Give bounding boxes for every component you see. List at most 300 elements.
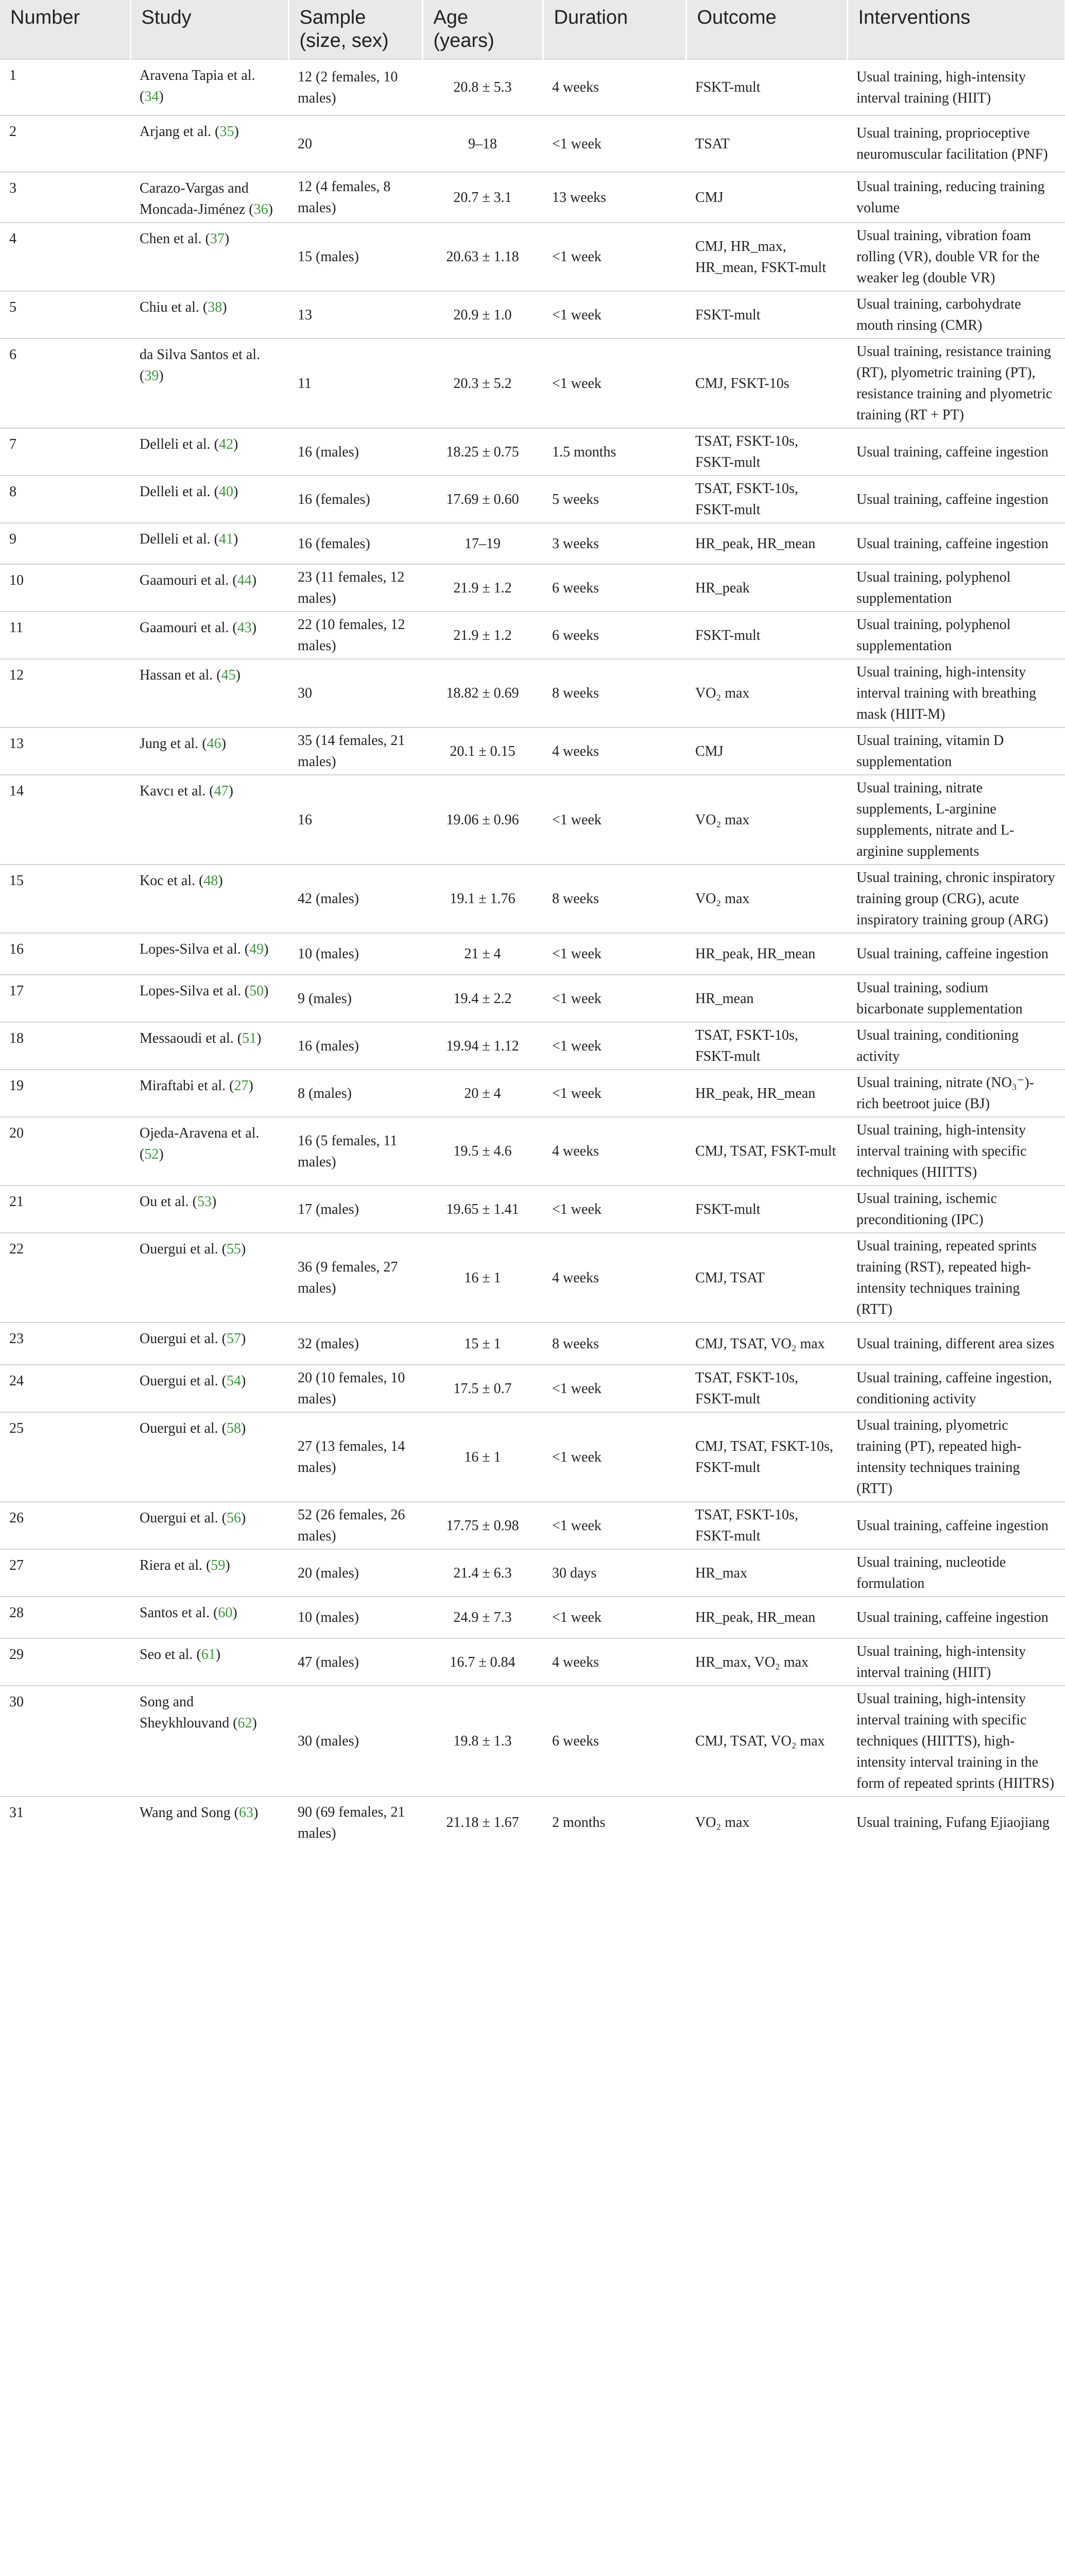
cell-duration: 6 weeks <box>543 1686 686 1797</box>
cell-sample: 20 (10 females, 10 males) <box>288 1365 422 1412</box>
cell-study: Ouergui et al. (58) <box>130 1412 288 1502</box>
reference-link[interactable]: 40 <box>218 484 233 500</box>
cell-duration: 8 weeks <box>543 865 686 933</box>
cell-sample: 90 (69 females, 21 males) <box>288 1797 422 1848</box>
cell-sample: 16 (females) <box>288 476 422 523</box>
study-name: Aravena Tapia et al. <box>140 67 255 83</box>
cell-outcome: VO₂ max <box>686 1797 847 1848</box>
cell-age: 15 ± 1 <box>422 1323 543 1365</box>
reference-link[interactable]: 53 <box>197 1194 212 1210</box>
cell-interventions: Usual training, repeated sprints training (RST), repeated high-intensity techniques training (RTT) <box>847 1233 1065 1323</box>
cell-outcome: FSKT-mult <box>686 59 847 115</box>
cell-number: 9 <box>0 523 130 564</box>
cell-interventions: Usual training, caffeine ingestion <box>847 933 1065 975</box>
cell-duration: 4 weeks <box>543 727 686 775</box>
cell-number: 5 <box>0 291 130 338</box>
cell-sample: 20 (males) <box>288 1549 422 1597</box>
cell-study: Chen et al. (37) <box>130 223 288 291</box>
cell-sample: 23 (11 females, 12 males) <box>288 564 422 612</box>
cell-number: 26 <box>0 1502 130 1549</box>
cell-number: 11 <box>0 612 130 659</box>
cell-duration: <1 week <box>543 933 686 975</box>
reference-link[interactable]: 46 <box>207 736 221 752</box>
header-row <box>0 0 1065 59</box>
cell-study: da Silva Santos et al. (39) <box>130 338 288 428</box>
cell-age: 21 ± 4 <box>422 933 543 975</box>
cell-number: 18 <box>0 1022 130 1070</box>
cell-study: Wang and Song (63) <box>130 1797 288 1848</box>
cell-outcome: HR_peak <box>686 564 847 612</box>
cell-outcome: TSAT <box>686 115 847 172</box>
table-row <box>0 1797 1065 1848</box>
cell-sample: 47 (males) <box>288 1638 422 1686</box>
cell-age: 16.7 ± 0.84 <box>422 1638 543 1686</box>
cell-number: 12 <box>0 659 130 727</box>
cell-study: Miraftabi et al. (27) <box>130 1070 288 1117</box>
reference-link[interactable]: 58 <box>227 1420 241 1436</box>
cell-duration: <1 week <box>543 1502 686 1549</box>
cell-number: 20 <box>0 1117 130 1185</box>
cell-interventions: Usual training, caffeine ingestion, conditioning activity <box>847 1365 1065 1412</box>
cell-age: 19.65 ± 1.41 <box>422 1185 543 1233</box>
cell-duration: <1 week <box>543 1597 686 1638</box>
cell-outcome: CMJ, TSAT, VO₂ max <box>686 1686 847 1797</box>
cell-sample: 12 (2 females, 10 males) <box>288 59 422 115</box>
cell-outcome: TSAT, FSKT-10s, FSKT-mult <box>686 1365 847 1412</box>
cell-interventions: Usual training, plyometric training (PT), repeated high-intensity techniques training (RTT) <box>847 1412 1065 1502</box>
cell-outcome: TSAT, FSKT-10s, FSKT-mult <box>686 428 847 476</box>
study-name: da Silva Santos et al. <box>140 347 261 363</box>
cell-sample: 20 <box>288 115 422 172</box>
cell-study: Koc et al. (48) <box>130 865 288 933</box>
reference-link[interactable]: 38 <box>208 299 222 315</box>
table-row <box>0 933 1065 975</box>
cell-number: 21 <box>0 1185 130 1233</box>
cell-outcome: HR_peak, HR_mean <box>686 1597 847 1638</box>
cell-sample: 16 (males) <box>288 428 422 476</box>
study-name: Messaoudi et al. <box>140 1030 234 1046</box>
study-name: Gaamouri et al. <box>140 572 229 588</box>
cell-duration: 8 weeks <box>543 1323 686 1365</box>
cell-number: 7 <box>0 428 130 476</box>
table-row <box>0 865 1065 933</box>
cell-interventions: Usual training, chronic inspiratory training group (CRG), acute inspiratory training group (ARG) <box>847 865 1065 933</box>
cell-duration: 6 weeks <box>543 612 686 659</box>
study-name: Delleli et al. <box>140 436 211 452</box>
cell-number: 2 <box>0 115 130 172</box>
cell-outcome: VO₂ max <box>686 865 847 933</box>
reference-link[interactable]: 50 <box>249 983 264 999</box>
table-row <box>0 612 1065 659</box>
study-name: Riera et al. <box>140 1557 203 1573</box>
cell-sample: 16 <box>288 775 422 865</box>
cell-study: Messaoudi et al. (51) <box>130 1022 288 1070</box>
table-row <box>0 659 1065 727</box>
cell-number: 31 <box>0 1797 130 1848</box>
cell-duration: <1 week <box>543 223 686 291</box>
table-row <box>0 1070 1065 1117</box>
cell-sample: 36 (9 females, 27 males) <box>288 1233 422 1323</box>
study-name: Hassan et al. <box>140 667 213 683</box>
cell-outcome: FSKT-mult <box>686 291 847 338</box>
table-row <box>0 1412 1065 1502</box>
cell-interventions: Usual training, high-intensity interval training with breathing mask (HIIT-M) <box>847 659 1065 727</box>
cell-outcome: CMJ, TSAT <box>686 1233 847 1323</box>
reference-link[interactable]: 37 <box>210 231 225 247</box>
cell-sample: 22 (10 females, 12 males) <box>288 612 422 659</box>
cell-sample: 16 (males) <box>288 1022 422 1070</box>
cell-duration: 1.5 months <box>543 428 686 476</box>
cell-age: 19.5 ± 4.6 <box>422 1117 543 1185</box>
cell-study: Ojeda-Aravena et al. (52) <box>130 1117 288 1185</box>
cell-outcome: FSKT-mult <box>686 1185 847 1233</box>
cell-interventions: Usual training, reducing training volume <box>847 172 1065 223</box>
reference-link[interactable]: 47 <box>214 783 229 799</box>
study-name: Chiu et al. <box>140 299 199 315</box>
cell-age: 20.9 ± 1.0 <box>422 291 543 338</box>
cell-duration: <1 week <box>543 1412 686 1502</box>
cell-age: 19.1 ± 1.76 <box>422 865 543 933</box>
study-name: Koc et al. <box>140 873 196 889</box>
cell-age: 24.9 ± 7.3 <box>422 1597 543 1638</box>
cell-number: 27 <box>0 1549 130 1597</box>
cell-interventions: Usual training, vitamin D supplementation <box>847 727 1065 775</box>
cell-outcome: CMJ, TSAT, VO₂ max <box>686 1323 847 1365</box>
table-row <box>0 564 1065 612</box>
cell-study: Kavcı et al. (47) <box>130 775 288 865</box>
cell-outcome: CMJ <box>686 727 847 775</box>
reference-link[interactable]: 34 <box>144 89 159 105</box>
reference-link[interactable]: 42 <box>218 436 233 452</box>
cell-outcome: FSKT-mult <box>686 612 847 659</box>
reference-link[interactable]: 62 <box>237 1715 252 1731</box>
study-name: Lopes-Silva et al. <box>140 941 241 957</box>
cell-interventions: Usual training, high-intensity interval training (HIIT) <box>847 1638 1065 1686</box>
table-body <box>0 59 1065 1848</box>
cell-duration: <1 week <box>543 1070 686 1117</box>
cell-duration: <1 week <box>543 115 686 172</box>
cell-number: 17 <box>0 975 130 1022</box>
cell-outcome: TSAT, FSKT-10s, FSKT-mult <box>686 476 847 523</box>
cell-age: 20.63 ± 1.18 <box>422 223 543 291</box>
study-name: Gaamouri et al. <box>140 620 229 636</box>
cell-study: Lopes-Silva et al. (49) <box>130 933 288 975</box>
cell-number: 8 <box>0 476 130 523</box>
cell-study: Seo et al. (61) <box>130 1638 288 1686</box>
reference-link[interactable]: 61 <box>201 1647 216 1663</box>
study-name: Arjang et al. <box>140 124 212 140</box>
cell-study: Delleli et al. (40) <box>130 476 288 523</box>
table-row <box>0 1233 1065 1323</box>
table-row <box>0 59 1065 115</box>
cell-duration: 6 weeks <box>543 564 686 612</box>
cell-sample: 12 (4 females, 8 males) <box>288 172 422 223</box>
cell-age: 16 ± 1 <box>422 1233 543 1323</box>
cell-interventions: Usual training, Fufang Ejiaojiang <box>847 1797 1065 1848</box>
reference-link[interactable]: 48 <box>203 873 218 889</box>
cell-age: 17–19 <box>422 523 543 564</box>
header-number: Number <box>0 0 130 59</box>
cell-duration: 4 weeks <box>543 1638 686 1686</box>
cell-interventions: Usual training, nitrate (NO₃⁻)-rich beetroot juice (BJ) <box>847 1070 1065 1117</box>
reference-link[interactable]: 59 <box>211 1557 226 1573</box>
table-row <box>0 291 1065 338</box>
table-row <box>0 523 1065 564</box>
cell-sample: 30 (males) <box>288 1686 422 1797</box>
cell-sample: 17 (males) <box>288 1185 422 1233</box>
cell-sample: 52 (26 females, 26 males) <box>288 1502 422 1549</box>
table-row <box>0 727 1065 775</box>
cell-interventions: Usual training, caffeine ingestion <box>847 476 1065 523</box>
reference-link[interactable]: 41 <box>218 531 233 547</box>
cell-number: 29 <box>0 1638 130 1686</box>
cell-age: 21.9 ± 1.2 <box>422 564 543 612</box>
cell-number: 10 <box>0 564 130 612</box>
cell-age: 21.9 ± 1.2 <box>422 612 543 659</box>
reference-link[interactable]: 44 <box>237 572 252 588</box>
cell-age: 19.94 ± 1.12 <box>422 1022 543 1070</box>
reference-link[interactable]: 51 <box>242 1030 257 1046</box>
cell-study: Delleli et al. (42) <box>130 428 288 476</box>
cell-study: Ouergui et al. (57) <box>130 1323 288 1365</box>
cell-sample: 16 (5 females, 11 males) <box>288 1117 422 1185</box>
study-name: Ouergui et al. <box>140 1420 218 1436</box>
cell-interventions: Usual training, caffeine ingestion <box>847 1597 1065 1638</box>
cell-interventions: Usual training, high-intensity interval training with specific techniques (HIITTS) <box>847 1117 1065 1185</box>
cell-study: Riera et al. (59) <box>130 1549 288 1597</box>
cell-interventions: Usual training, proprioceptive neuromuscular facilitation (PNF) <box>847 115 1065 172</box>
cell-study: Gaamouri et al. (43) <box>130 612 288 659</box>
cell-age: 20.3 ± 5.2 <box>422 338 543 428</box>
study-name: Delleli et al. <box>140 531 211 547</box>
cell-interventions: Usual training, caffeine ingestion <box>847 428 1065 476</box>
cell-study: Delleli et al. (41) <box>130 523 288 564</box>
cell-age: 20.1 ± 0.15 <box>422 727 543 775</box>
reference-link[interactable]: 63 <box>238 1805 253 1821</box>
cell-outcome: VO₂ max <box>686 775 847 865</box>
reference-link[interactable]: 52 <box>144 1146 159 1162</box>
table-row <box>0 172 1065 223</box>
cell-study: Hassan et al. (45) <box>130 659 288 727</box>
cell-sample: 9 (males) <box>288 975 422 1022</box>
study-name: Ouergui et al. <box>140 1510 218 1526</box>
table-row <box>0 1638 1065 1686</box>
cell-age: 20.8 ± 5.3 <box>422 59 543 115</box>
cell-sample: 35 (14 females, 21 males) <box>288 727 422 775</box>
cell-age: 18.25 ± 0.75 <box>422 428 543 476</box>
study-name: Lopes-Silva et al. <box>140 983 241 999</box>
cell-number: 4 <box>0 223 130 291</box>
table-row <box>0 476 1065 523</box>
header-study: Study <box>130 0 288 59</box>
reference-link[interactable]: 49 <box>249 941 264 957</box>
study-name: Delleli et al. <box>140 484 211 500</box>
cell-duration: <1 week <box>543 1365 686 1412</box>
cell-outcome: VO₂ max <box>686 659 847 727</box>
study-name: Ou et al. <box>140 1194 189 1210</box>
cell-age: 20 ± 4 <box>422 1070 543 1117</box>
cell-study: Jung et al. (46) <box>130 727 288 775</box>
reference-link[interactable]: 54 <box>227 1373 241 1389</box>
table-row <box>0 338 1065 428</box>
cell-interventions: Usual training, different area sizes <box>847 1323 1065 1365</box>
cell-outcome: HR_peak, HR_mean <box>686 523 847 564</box>
cell-duration: <1 week <box>543 1185 686 1233</box>
cell-interventions: Usual training, caffeine ingestion <box>847 523 1065 564</box>
cell-outcome: HR_peak, HR_mean <box>686 1070 847 1117</box>
cell-age: 18.82 ± 0.69 <box>422 659 543 727</box>
cell-study: Ouergui et al. (55) <box>130 1233 288 1323</box>
cell-outcome: HR_max, VO₂ max <box>686 1638 847 1686</box>
cell-duration: 13 weeks <box>543 172 686 223</box>
reference-link[interactable]: 57 <box>227 1331 241 1347</box>
study-name: Santos et al. <box>140 1605 210 1621</box>
table-row <box>0 223 1065 291</box>
cell-sample: 42 (males) <box>288 865 422 933</box>
cell-number: 15 <box>0 865 130 933</box>
cell-age: 21.18 ± 1.67 <box>422 1797 543 1848</box>
cell-interventions: Usual training, caffeine ingestion <box>847 1502 1065 1549</box>
cell-sample: 10 (males) <box>288 1597 422 1638</box>
cell-study: Santos et al. (60) <box>130 1597 288 1638</box>
cell-study: Arjang et al. (35) <box>130 115 288 172</box>
study-name: Miraftabi et al. <box>140 1078 226 1094</box>
cell-sample: 30 <box>288 659 422 727</box>
cell-study: Lopes-Silva et al. (50) <box>130 975 288 1022</box>
table-row <box>0 1365 1065 1412</box>
table-row <box>0 1117 1065 1185</box>
cell-sample: 32 (males) <box>288 1323 422 1365</box>
reference-link[interactable]: 27 <box>234 1078 249 1094</box>
cell-age: 17.5 ± 0.7 <box>422 1365 543 1412</box>
cell-number: 13 <box>0 727 130 775</box>
header-outcome: Outcome <box>686 0 847 59</box>
cell-interventions: Usual training, vibration foam rolling (VR), double VR for the weaker leg (double VR) <box>847 223 1065 291</box>
table-row <box>0 428 1065 476</box>
cell-age: 20.7 ± 3.1 <box>422 172 543 223</box>
cell-study: Chiu et al. (38) <box>130 291 288 338</box>
cell-sample: 13 <box>288 291 422 338</box>
cell-number: 24 <box>0 1365 130 1412</box>
cell-age: 9–18 <box>422 115 543 172</box>
cell-sample: 8 (males) <box>288 1070 422 1117</box>
table-row <box>0 1022 1065 1070</box>
cell-sample: 11 <box>288 338 422 428</box>
cell-outcome: CMJ <box>686 172 847 223</box>
reference-link[interactable]: 36 <box>253 201 268 217</box>
cell-outcome: HR_max <box>686 1549 847 1597</box>
table-row <box>0 1686 1065 1797</box>
cell-interventions: Usual training, resistance training (RT), plyometric training (PT), resistance training and plyometric training (RT + PT) <box>847 338 1065 428</box>
cell-duration: 8 weeks <box>543 659 686 727</box>
cell-interventions: Usual training, sodium bicarbonate supplementation <box>847 975 1065 1022</box>
cell-age: 19.8 ± 1.3 <box>422 1686 543 1797</box>
cell-interventions: Usual training, polyphenol supplementation <box>847 612 1065 659</box>
table-row <box>0 975 1065 1022</box>
header-duration: Duration <box>543 0 686 59</box>
cell-number: 14 <box>0 775 130 865</box>
cell-duration: <1 week <box>543 338 686 428</box>
cell-number: 25 <box>0 1412 130 1502</box>
study-name: Ouergui et al. <box>140 1331 218 1347</box>
cell-number: 23 <box>0 1323 130 1365</box>
cell-duration: <1 week <box>543 975 686 1022</box>
cell-age: 19.4 ± 2.2 <box>422 975 543 1022</box>
cell-outcome: HR_mean <box>686 975 847 1022</box>
cell-age: 17.69 ± 0.60 <box>422 476 543 523</box>
study-name: Wang and Song <box>140 1805 231 1821</box>
reference-link[interactable]: 60 <box>218 1605 233 1621</box>
cell-sample: 15 (males) <box>288 223 422 291</box>
cell-outcome: CMJ, FSKT-10s <box>686 338 847 428</box>
reference-link[interactable]: 35 <box>219 124 234 140</box>
cell-duration: 2 months <box>543 1797 686 1848</box>
cell-age: 16 ± 1 <box>422 1412 543 1502</box>
reference-link[interactable]: 55 <box>227 1241 241 1257</box>
cell-age: 21.4 ± 6.3 <box>422 1549 543 1597</box>
study-name: Jung et al. <box>140 736 199 752</box>
cell-outcome: HR_peak, HR_mean <box>686 933 847 975</box>
cell-interventions: Usual training, conditioning activity <box>847 1022 1065 1070</box>
study-name: Song and Sheykhlouvand <box>140 1694 230 1731</box>
cell-study: Gaamouri et al. (44) <box>130 564 288 612</box>
cell-study: Ouergui et al. (56) <box>130 1502 288 1549</box>
cell-study: Ouergui et al. (54) <box>130 1365 288 1412</box>
study-name: Seo et al. <box>140 1647 193 1663</box>
cell-interventions: Usual training, high-intensity interval training with specific techniques (HIITTS), high-intensity interval training in the form of repeated sprints (HIITRS) <box>847 1686 1065 1797</box>
cell-interventions: Usual training, ischemic preconditioning (IPC) <box>847 1185 1065 1233</box>
reference-link[interactable]: 43 <box>237 620 252 636</box>
cell-sample: 10 (males) <box>288 933 422 975</box>
cell-number: 6 <box>0 338 130 428</box>
cell-outcome: TSAT, FSKT-10s, FSKT-mult <box>686 1022 847 1070</box>
cell-outcome: TSAT, FSKT-10s, FSKT-mult <box>686 1502 847 1549</box>
cell-duration: <1 week <box>543 775 686 865</box>
cell-duration: 4 weeks <box>543 1233 686 1323</box>
cell-interventions: Usual training, carbohydrate mouth rinsing (CMR) <box>847 291 1065 338</box>
cell-duration: <1 week <box>543 291 686 338</box>
table-row <box>0 1597 1065 1638</box>
cell-interventions: Usual training, nucleotide formulation <box>847 1549 1065 1597</box>
cell-number: 19 <box>0 1070 130 1117</box>
cell-interventions: Usual training, nitrate supplements, L-arginine supplements, nitrate and L-arginine supplements <box>847 775 1065 865</box>
cell-number: 16 <box>0 933 130 975</box>
table-row <box>0 775 1065 865</box>
cell-age: 19.06 ± 0.96 <box>422 775 543 865</box>
reference-link[interactable]: 45 <box>221 667 236 683</box>
cell-age: 17.75 ± 0.98 <box>422 1502 543 1549</box>
study-name: Carazo-Vargas and Moncada-Jiménez <box>140 180 249 217</box>
study-name: Ouergui et al. <box>140 1241 218 1257</box>
cell-interventions: Usual training, high-intensity interval training (HIIT) <box>847 59 1065 115</box>
cell-duration: 4 weeks <box>543 59 686 115</box>
study-name: Ouergui et al. <box>140 1373 218 1389</box>
cell-number: 30 <box>0 1686 130 1797</box>
table-header <box>0 0 1065 59</box>
study-name: Kavcı et al. <box>140 783 206 799</box>
cell-outcome: CMJ, HR_max, HR_mean, FSKT-mult <box>686 223 847 291</box>
reference-link[interactable]: 56 <box>227 1510 241 1526</box>
cell-duration: <1 week <box>543 1022 686 1070</box>
cell-sample: 16 (females) <box>288 523 422 564</box>
header-interventions: Interventions <box>847 0 1065 59</box>
cell-outcome: CMJ, TSAT, FSKT-mult <box>686 1117 847 1185</box>
study-name: Chen et al. <box>140 231 202 247</box>
table-row <box>0 1323 1065 1365</box>
reference-link[interactable]: 39 <box>144 368 159 384</box>
table-row <box>0 1502 1065 1549</box>
cell-duration: 4 weeks <box>543 1117 686 1185</box>
